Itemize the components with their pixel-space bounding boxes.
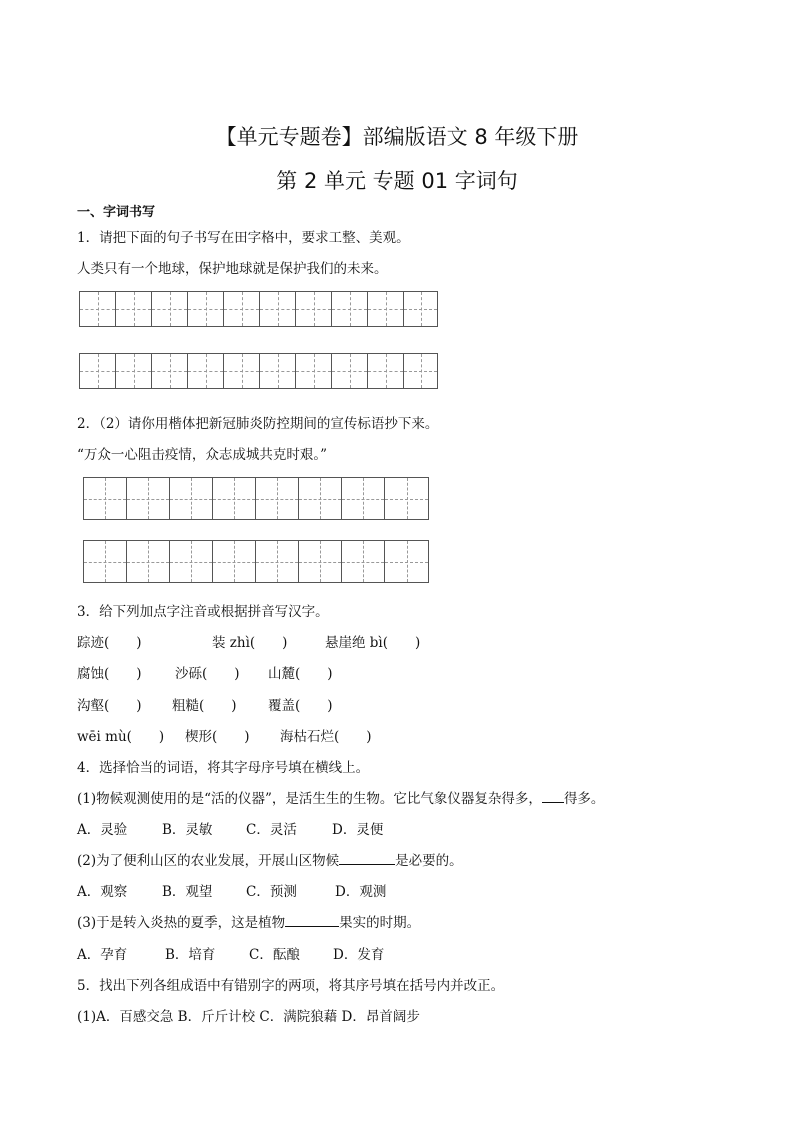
grid-cell[interactable] <box>170 478 213 519</box>
grid-cell[interactable] <box>152 354 188 388</box>
answer-blank[interactable] <box>339 852 395 865</box>
grid-cell[interactable] <box>213 541 256 582</box>
grid-cell[interactable] <box>84 541 127 582</box>
stem-text: (2)为了便利山区的农业发展，开展山区物候 <box>77 853 340 869</box>
question-5-1-options: (1)A．百感交急 B．斤斤计校 C．满院狼藉 D．昂首阔步 <box>77 1009 420 1025</box>
question-4-1-options <box>77 818 383 838</box>
grid-cell[interactable] <box>116 354 152 388</box>
grid-cell[interactable] <box>188 354 224 388</box>
answer-blank[interactable] <box>285 914 339 927</box>
grid-cell[interactable] <box>385 478 428 519</box>
writing-grid-q2-row1[interactable] <box>83 477 429 520</box>
grid-cell[interactable] <box>385 541 428 582</box>
option-c[interactable]: C．酝酿 <box>249 947 300 963</box>
question-4-2-options <box>77 880 386 900</box>
pinyin-item: wēi mù( ) <box>77 729 165 745</box>
grid-cell[interactable] <box>404 292 437 326</box>
pinyin-item: 覆盖( ) <box>268 698 333 714</box>
grid-cell[interactable] <box>404 354 437 388</box>
writing-grid-q1-row1[interactable] <box>79 291 438 327</box>
page-title-line1: 【单元专题卷】部编版语文 8 年级下册 <box>215 125 579 149</box>
writing-grid-q1-row2[interactable] <box>79 353 438 389</box>
question-1-prompt: 1．请把下面的句子书写在田字格中，要求工整、美观。 <box>77 230 410 246</box>
pinyin-item: 沙砾( ) <box>175 666 240 682</box>
question-2-prompt: 2．（2）请你用楷体把新冠肺炎防控期间的宣传标语抄下来。 <box>77 416 439 432</box>
grid-cell[interactable] <box>332 354 368 388</box>
pinyin-item: 踪迹( ) <box>77 635 142 651</box>
question-4-prompt: 4．选择恰当的词语，将其字母序号填在横线上。 <box>77 760 370 776</box>
grid-cell[interactable] <box>296 354 332 388</box>
grid-cell[interactable] <box>127 478 170 519</box>
option-c[interactable]: C．灵活 <box>246 822 297 838</box>
option-d[interactable]: D．发育 <box>333 947 385 963</box>
grid-cell[interactable] <box>80 292 116 326</box>
option-a[interactable]: A．观察 <box>77 884 128 900</box>
option-b[interactable]: B．培育 <box>165 947 216 963</box>
pinyin-item: 悬崖绝 bì( ) <box>325 635 421 651</box>
grid-cell[interactable] <box>152 292 188 326</box>
stem-text: (3)于是转入炎热的夏季，这是植物 <box>77 915 286 931</box>
question-5-prompt: 5．找出下列各组成语中有错别字的两项，将其序号填在括号内并改正。 <box>77 978 505 994</box>
grid-cell[interactable] <box>299 541 342 582</box>
pinyin-item: 粗糙( ) <box>172 698 237 714</box>
grid-cell[interactable] <box>116 292 152 326</box>
grid-cell[interactable] <box>84 478 127 519</box>
grid-cell[interactable] <box>342 541 385 582</box>
grid-cell[interactable] <box>368 354 404 388</box>
pinyin-item: 腐蚀( ) <box>77 666 142 682</box>
grid-cell[interactable] <box>170 541 213 582</box>
question-4-2-stem <box>77 849 463 869</box>
pinyin-item: 沟壑( ) <box>77 698 142 714</box>
grid-cell[interactable] <box>224 292 260 326</box>
option-b[interactable]: B．灵敏 <box>162 822 213 838</box>
question-4-1-stem <box>77 787 604 807</box>
grid-cell[interactable] <box>368 292 404 326</box>
option-a[interactable]: A．灵验 <box>77 822 128 838</box>
grid-cell[interactable] <box>213 478 256 519</box>
grid-cell[interactable] <box>224 354 260 388</box>
question-2-sentence: “万众一心阻击疫情，众志成城共克时艰。” <box>77 447 328 463</box>
grid-cell[interactable] <box>260 292 296 326</box>
writing-grid-q2-row2[interactable] <box>83 540 429 583</box>
pinyin-item: 装 zhì( ) <box>212 635 288 651</box>
grid-cell[interactable] <box>299 478 342 519</box>
pinyin-item: 山麓( ) <box>268 666 333 682</box>
option-d[interactable]: D．灵便 <box>332 822 384 838</box>
grid-cell[interactable] <box>296 292 332 326</box>
stem-text: 果实的时期。 <box>339 915 421 931</box>
page-title-line2: 第 2 单元 专题 01 字词句 <box>276 169 518 193</box>
grid-cell[interactable] <box>80 354 116 388</box>
grid-cell[interactable] <box>332 292 368 326</box>
option-a[interactable]: A．孕育 <box>77 947 128 963</box>
section-heading: 一、字词书写 <box>77 205 156 220</box>
option-d[interactable]: D．观测 <box>335 884 387 900</box>
grid-cell[interactable] <box>260 354 296 388</box>
question-4-3-options <box>77 943 384 963</box>
stem-text: 是必要的。 <box>395 853 463 869</box>
grid-cell[interactable] <box>188 292 224 326</box>
grid-cell[interactable] <box>342 478 385 519</box>
stem-text: 得多。 <box>563 791 605 807</box>
option-c[interactable]: C．预测 <box>246 884 297 900</box>
stem-text: (1)物候观测使用的是“活的仪器”，是活生生的生物。它比气象仪器复杂得多， <box>77 791 542 807</box>
grid-cell[interactable] <box>256 541 299 582</box>
option-b[interactable]: B．观望 <box>162 884 213 900</box>
pinyin-item: 海枯石烂( ) <box>280 729 372 745</box>
grid-cell[interactable] <box>256 478 299 519</box>
grid-cell[interactable] <box>127 541 170 582</box>
question-1-sentence: 人类只有一个地球，保护地球就是保护我们的未来。 <box>77 261 388 277</box>
question-4-3-stem <box>77 911 420 931</box>
question-3-prompt: 3．给下列加点字注音或根据拼音写汉字。 <box>77 604 329 620</box>
pinyin-item: 楔形( ) <box>185 729 250 745</box>
answer-blank[interactable] <box>542 790 564 803</box>
